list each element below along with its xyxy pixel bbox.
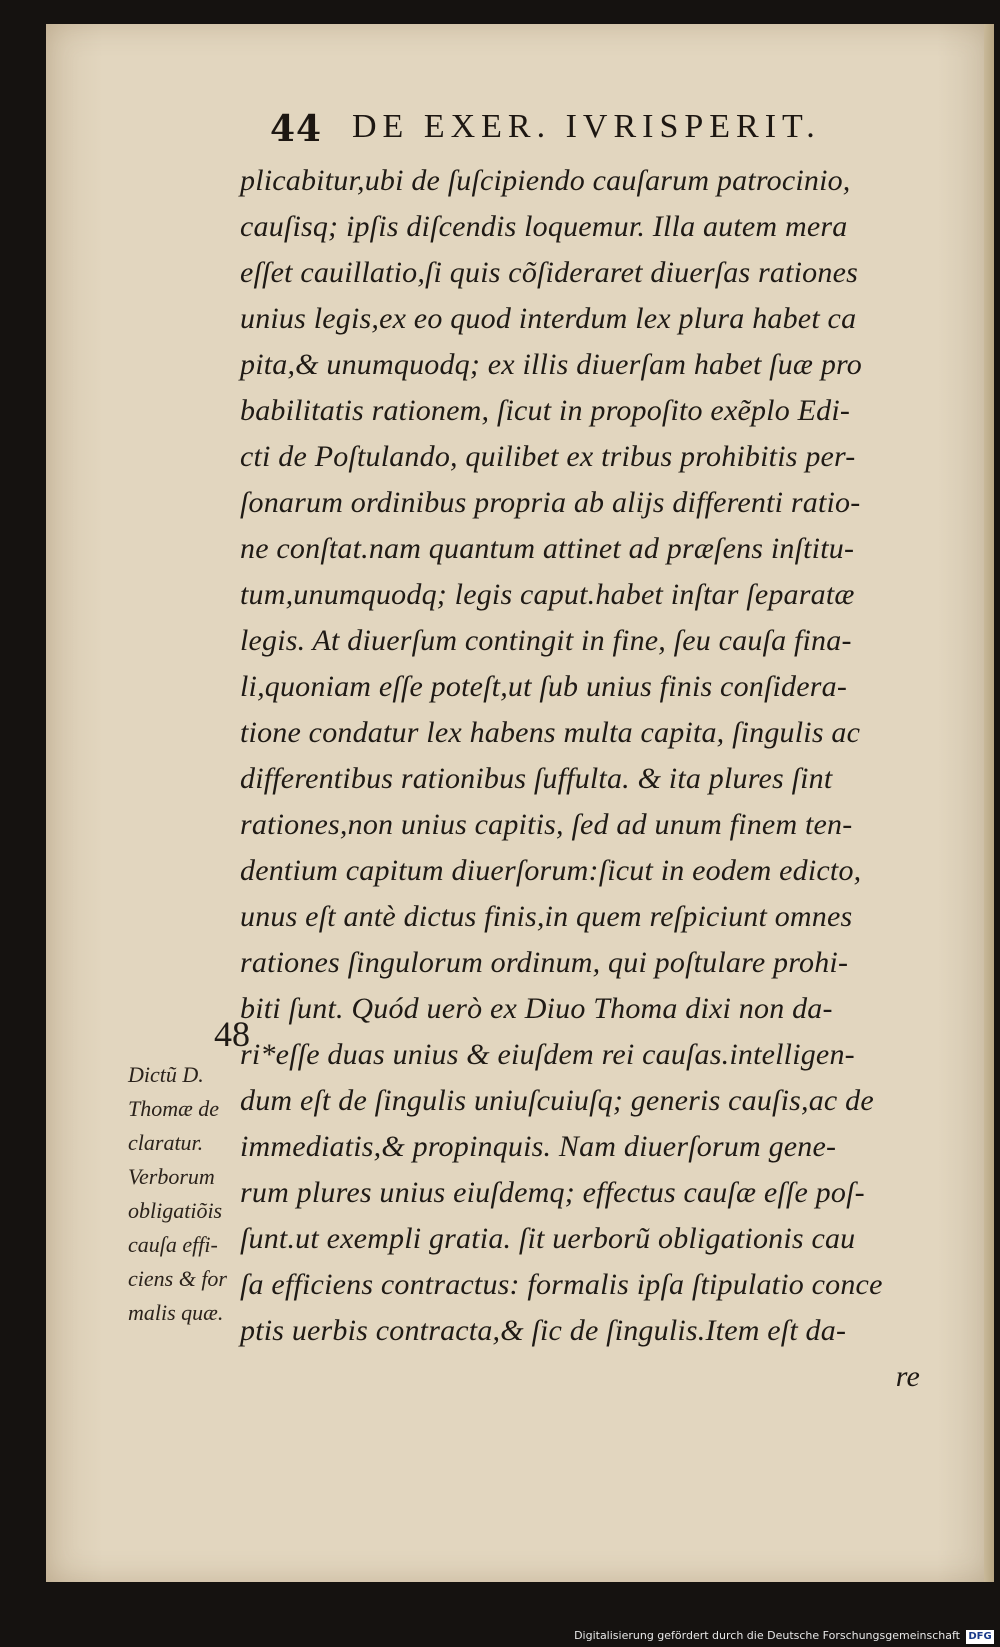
margin-note-line: obligatiõis (128, 1198, 223, 1223)
margin-note-line: Dictũ D. (128, 1062, 204, 1087)
text-line: differentibus rationibus ſuffulta. & ita plures ſint (240, 762, 833, 795)
margin-paragraph-number: 48 (214, 1014, 250, 1054)
catchword: re (895, 1360, 920, 1393)
text-line: tione condatur lex habens multa capita, ſingulis ac (240, 716, 861, 749)
text-line: pita,& unumquodq; ex illis diuerſam habet ſuæ pro (240, 348, 862, 381)
running-head: DE EXER. IVRISPERIT. (352, 108, 821, 145)
margin-note-line: malis quæ. (128, 1300, 224, 1325)
text-line: dum eſt de ſingulis uniuſcuiuſq; generis cauſis,ac de (240, 1084, 874, 1117)
text-line: babilitatis rationem, ſicut in propoſito exẽplo Edi- (240, 394, 851, 427)
text-line: ne conſtat.nam quantum attinet ad præſens inſtitu- (240, 532, 855, 565)
text-line: immediatis,& propinquis. Nam diuerſorum gene- (240, 1130, 837, 1163)
text-line: rationes ſingulorum ordinum, qui poſtulare prohi- (240, 946, 849, 979)
digitization-credit: Digitalisierung gefördert durch die Deutsche Forschungsgemeinschaft (574, 1629, 960, 1642)
text-line: biti ſunt. Quód uerò ex Diuo Thoma dixi non da- (240, 992, 833, 1025)
margin-note (128, 1058, 268, 1330)
text-line: plicabitur,ubi de ſuſcipiendo cauſarum patrocinio, (240, 164, 851, 197)
margin-note-line: Verborum (128, 1164, 215, 1189)
margin-note-line: claratur. (128, 1130, 204, 1155)
text-line: eſſet cauillatio,ſi quis cõſideraret diuerſas rationes (240, 256, 858, 289)
text-line: legis. At diuerſum contingit in fine, ſeu cauſa fina- (240, 624, 852, 657)
text-line: dentium capitum diuerſorum:ſicut in eodem edicto, (240, 854, 862, 887)
text-line: cti de Poſtulando, quilibet ex tribus prohibitis per- (240, 440, 856, 473)
text-line: unus eſt antè dictus finis,in quem reſpiciunt omnes (240, 900, 853, 933)
margin-note-line: Thomæ de (128, 1096, 220, 1121)
text-line: unius legis,ex eo quod interdum lex plura habet ca (240, 302, 857, 335)
text-line: rationes,non unius capitis, ſed ad unum finem ten- (240, 808, 853, 841)
text-line: cauſisq; ipſis diſcendis loquemur. Illa autem mera (240, 210, 848, 243)
text-line: ſonarum ordinibus propria ab alijs differenti ratio- (240, 486, 861, 519)
page-edge (984, 24, 994, 1582)
page-number: 44 (270, 108, 323, 150)
text-line: tum,unumquodq; legis caput.habet inſtar ſeparatæ (240, 578, 855, 611)
text-line: ri*eſſe duas unius & eiuſdem rei cauſas.intelligen- (240, 1038, 855, 1071)
page-header (220, 98, 880, 148)
dfg-logo: DFG (966, 1630, 994, 1644)
margin-note-line: cauſa effi- (128, 1232, 218, 1257)
text-line: ptis uerbis contracta,& ſic de ſingulis.Item eſt da- (240, 1314, 847, 1347)
text-line: li,quoniam eſſe poteſt,ut ſub unius finis conſidera- (240, 670, 848, 703)
margin-note-line: ciens & for (128, 1266, 227, 1291)
text-line: ſa efficiens contractus: formalis ipſa ſtipulatio conce (240, 1268, 883, 1301)
body-text (240, 158, 920, 1400)
text-line: rum plures unius eiuſdemq; effectus cauſæ eſſe poſ- (240, 1176, 865, 1209)
text-line: ſunt.ut exempli gratia. ſit uerborũ obligationis cau (240, 1222, 856, 1255)
